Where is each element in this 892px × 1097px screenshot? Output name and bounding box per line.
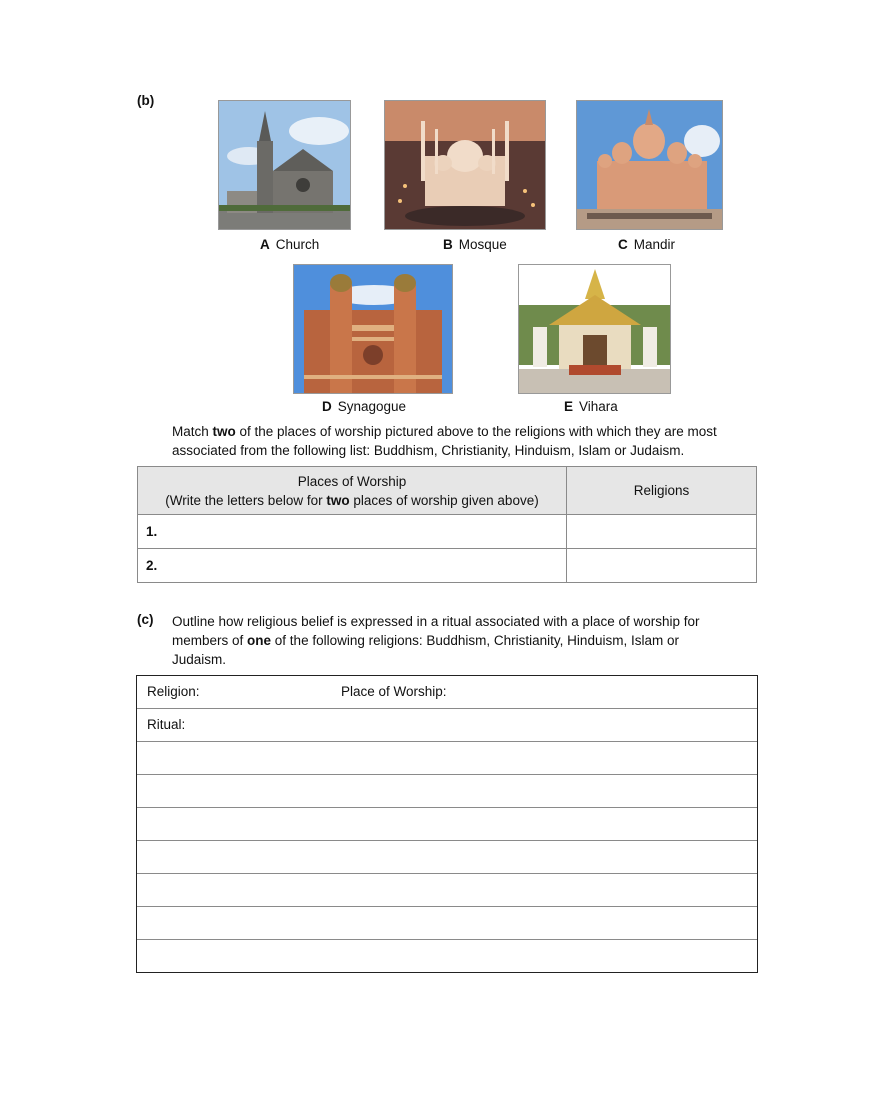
answer-cell-place-1[interactable]: 1.	[138, 515, 567, 549]
caption-name: Mandir	[633, 237, 676, 252]
part-c-label: (c)	[137, 612, 154, 627]
mosque-photo	[384, 100, 546, 230]
church-photo	[218, 100, 351, 230]
caption-b	[443, 237, 507, 252]
ritual-label: Ritual:	[147, 717, 186, 732]
table-row	[138, 549, 757, 583]
instruction-text: Outline how religious belief is expressed in a ritual associated with a place of worship for members of	[172, 614, 700, 648]
part-b-instruction	[172, 422, 762, 460]
religions-column-header: Religions	[567, 467, 757, 515]
caption-name: Church	[275, 237, 320, 252]
header-emphasis: two	[326, 492, 350, 508]
header-line: places of worship given above)	[349, 492, 539, 508]
caption-letter: A	[260, 237, 270, 252]
answer-line-ritual[interactable]	[137, 708, 757, 741]
synagogue-photo	[293, 264, 453, 394]
header-line: Places of Worship	[297, 473, 407, 489]
caption-letter: D	[322, 399, 332, 414]
answer-line[interactable]	[137, 939, 757, 972]
answer-line-religion[interactable]	[137, 676, 757, 708]
caption-letter: E	[564, 399, 574, 414]
header-line: (Write the letters below for	[165, 492, 327, 508]
answer-line[interactable]	[137, 741, 757, 774]
caption-d	[322, 399, 406, 414]
caption-a	[260, 237, 319, 252]
table-header-row	[138, 467, 757, 515]
answer-cell-religion-1[interactable]	[567, 515, 757, 549]
caption-letter: C	[618, 237, 628, 252]
part-c-instruction	[172, 612, 732, 669]
answer-line[interactable]	[137, 906, 757, 939]
caption-e	[564, 399, 618, 414]
answer-line[interactable]	[137, 840, 757, 873]
places-column-header	[138, 467, 567, 515]
answer-box	[136, 675, 758, 973]
answer-line[interactable]	[137, 774, 757, 807]
caption-name: Synagogue	[337, 399, 407, 414]
religion-label: Religion:	[147, 684, 200, 699]
caption-name: Vihara	[579, 399, 618, 414]
answer-line[interactable]	[137, 807, 757, 840]
mandir-photo	[576, 100, 723, 230]
instruction-text: of the following religions: Buddhism, Christianity, Hinduism, Islam or Judaism.	[172, 633, 679, 667]
caption-c	[618, 237, 675, 252]
matching-table	[137, 466, 757, 583]
instruction-emphasis: two	[212, 424, 236, 439]
answer-cell-place-2[interactable]: 2.	[138, 549, 567, 583]
part-b-label: (b)	[137, 93, 155, 108]
caption-letter: B	[443, 237, 453, 252]
place-of-worship-label: Place of Worship:	[341, 684, 447, 699]
instruction-text: Match	[172, 424, 213, 439]
table-row	[138, 515, 757, 549]
answer-line[interactable]	[137, 873, 757, 906]
caption-name: Mosque	[458, 237, 507, 252]
vihara-photo	[518, 264, 671, 394]
answer-cell-religion-2[interactable]	[567, 549, 757, 583]
instruction-emphasis: one	[247, 633, 272, 648]
instruction-text: of the places of worship pictured above to the religions with which they are most associated from the following list: Buddhism, Christianity, Hinduism, Islam or Judaism.	[172, 424, 717, 458]
